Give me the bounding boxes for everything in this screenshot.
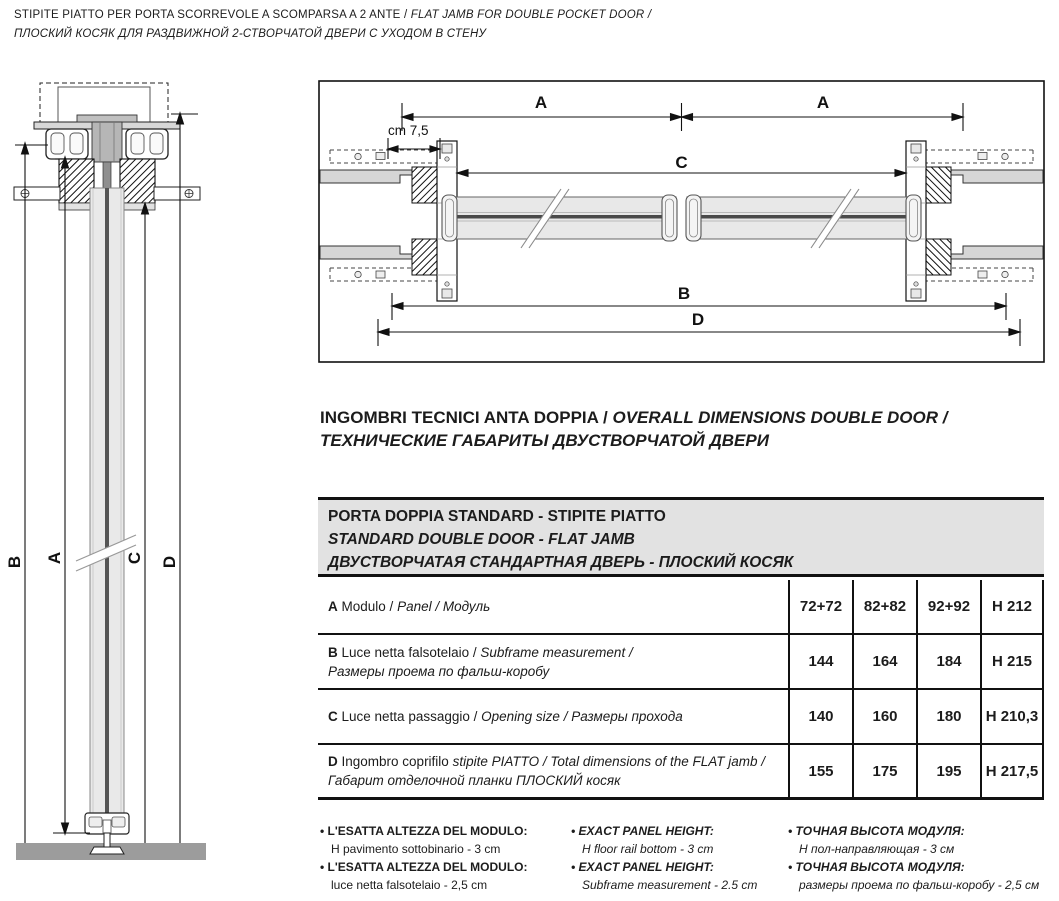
- table-cell: 164: [852, 635, 916, 688]
- table-row: [318, 580, 1044, 635]
- footnote-title: • EXACT PANEL HEIGHT:: [571, 860, 714, 874]
- row-label: C Luce netta passaggio / Opening size / Размеры прохода: [328, 709, 683, 724]
- section-heading-english: OVERALL DIMENSIONS DOUBLE DOOR /: [612, 408, 948, 427]
- table-cell: 140: [788, 690, 852, 743]
- header-text-russian: ПЛОСКИЙ КОСЯК ДЛЯ РАЗДВИЖНОЙ 2-СТВОРЧАТОЙ ДВЕРИ С УХОДОМ В СТЕНУ: [14, 28, 487, 40]
- floor-guide: [104, 833, 110, 847]
- track-assembly: [34, 115, 180, 189]
- bullet-icon: •: [788, 824, 793, 838]
- door-panels-plan: [442, 189, 921, 248]
- table-cell: 82+82: [852, 580, 916, 633]
- table-title-russian: ДВУСТВОРЧАТАЯ СТАНДАРТНАЯ ДВЕРЬ - ПЛОСКИЙ КОСЯК: [328, 554, 794, 571]
- table-title-band: [318, 497, 1044, 577]
- table-cell: 175: [852, 745, 916, 797]
- plan-dim-label-a-left: A: [534, 93, 548, 112]
- plan-view-drawing: [318, 75, 1059, 367]
- footnote-text: H floor rail bottom - 3 cm: [582, 842, 714, 856]
- footnote-column-english: [571, 822, 786, 894]
- table-cell: 184: [916, 635, 980, 688]
- section-view-drawing: [0, 75, 215, 865]
- table-title-english: STANDARD DOUBLE DOOR - FLAT JAMB: [328, 531, 635, 548]
- plan-dim-label-b: B: [677, 284, 691, 303]
- table-cell: H 217,5: [980, 745, 1044, 797]
- table-cell: 180: [916, 690, 980, 743]
- dimension-line-c: [142, 203, 149, 843]
- footnote-title: • EXACT PANEL HEIGHT:: [571, 824, 714, 838]
- table-cell: 72+72: [788, 580, 852, 633]
- page-header-line1: [14, 6, 651, 25]
- plan-dim-label-cm75: cm 7,5: [388, 123, 429, 138]
- footnote-column-russian: [788, 822, 1059, 894]
- right-jamb-assembly: [906, 141, 1043, 301]
- table-cell: 155: [788, 745, 852, 797]
- footnote-title: • ТОЧНАЯ ВЫСОТА МОДУЛЯ:: [788, 860, 965, 874]
- table-row: [318, 690, 1044, 745]
- row-letter: D: [328, 754, 338, 769]
- section-heading: [320, 406, 947, 452]
- row-label: A Modulo / Panel / Модуль: [328, 599, 491, 614]
- table-cell: 160: [852, 690, 916, 743]
- plan-dimension-cm75: [388, 138, 440, 159]
- page-header: [14, 6, 651, 44]
- table-cell: 195: [916, 745, 980, 797]
- table-row: [318, 745, 1044, 800]
- plan-dimension-a: [402, 103, 963, 131]
- row-label: B Luce netta falsotelaio / Subframe measurement / Размеры проема по фальш-коробу: [328, 644, 633, 679]
- footnote-column-italian: [320, 822, 570, 894]
- table-cell: 92+92: [916, 580, 980, 633]
- footnote-title: • L'ESATTA ALTEZZA DEL MODULO:: [320, 824, 528, 838]
- bullet-icon: •: [571, 824, 576, 838]
- footnote-text: H pavimento sottobinario - 3 cm: [331, 842, 501, 856]
- table-cell: 144: [788, 635, 852, 688]
- table-cell: H 212: [980, 580, 1044, 633]
- footnote-text: Н пол-направляющая - 3 см: [799, 842, 955, 856]
- footnote-text: luce netta falsotelaio - 2,5 cm: [331, 878, 488, 892]
- bullet-icon: •: [571, 860, 576, 874]
- door-panel-section: [76, 188, 136, 813]
- dimension-line-d: [171, 113, 198, 843]
- footnote-text: Subframe measurement - 2.5 cm: [582, 878, 758, 892]
- plan-dim-label-d: D: [691, 310, 705, 329]
- header-text-italian: STIPITE PIATTO PER PORTA SCORREVOLE A SCOMPARSA A 2 ANTE /: [14, 9, 408, 21]
- header-text-english: FLAT JAMB FOR DOUBLE POCKET DOOR /: [410, 9, 652, 21]
- section-heading-line2: [320, 429, 947, 452]
- row-label: D Ingombro coprifilo stipite PIATTO / Total dimensions of the FLAT jamb / Габарит отделочной планки ПЛОСКИЙ косяк: [328, 754, 765, 788]
- plan-dim-label-c: C: [675, 153, 688, 172]
- section-dim-label-c: C: [125, 551, 144, 565]
- dimension-line-b: [15, 143, 48, 843]
- footnote-title: • L'ESATTA ALTEZZA DEL MODULO:: [320, 860, 528, 874]
- table-row: [318, 635, 1044, 690]
- footnote-title: • ТОЧНАЯ ВЫСОТА МОДУЛЯ:: [788, 824, 965, 838]
- bullet-icon: •: [788, 860, 793, 874]
- hanger-bracket-cap: [77, 115, 137, 122]
- section-heading-italian: INGOMBRI TECNICI ANTA DOPPIA /: [320, 408, 608, 427]
- row-letter: A: [328, 599, 338, 614]
- table-cell: H 210,3: [980, 690, 1044, 743]
- dimension-table: [318, 580, 1044, 800]
- left-jamb-assembly: [320, 141, 457, 301]
- page-header-line2: [14, 25, 651, 44]
- section-heading-russian: ТЕХНИЧЕСКИЕ ГАБАРИТЫ ДВУСТВОРЧАТОЙ ДВЕРИ: [320, 431, 769, 450]
- section-dim-label-a: A: [45, 551, 64, 565]
- table-cell: H 215: [980, 635, 1044, 688]
- bullet-icon: •: [320, 824, 325, 838]
- row-letter: B: [328, 644, 338, 660]
- table-title-italian: PORTA DOPPIA STANDARD - STIPITE PIATTO: [328, 508, 666, 525]
- dimension-line-a: [53, 157, 92, 834]
- row-letter: C: [328, 709, 338, 724]
- section-dim-label-d: D: [160, 555, 179, 569]
- section-heading-line1: [320, 406, 947, 429]
- footnote-text: размеры проема по фальш-коробу - 2,5 см: [799, 878, 1040, 892]
- bullet-icon: •: [320, 860, 325, 874]
- roller-hanger: [92, 122, 122, 162]
- plan-dim-label-a-right: A: [816, 93, 830, 112]
- section-dim-label-b: B: [5, 555, 24, 569]
